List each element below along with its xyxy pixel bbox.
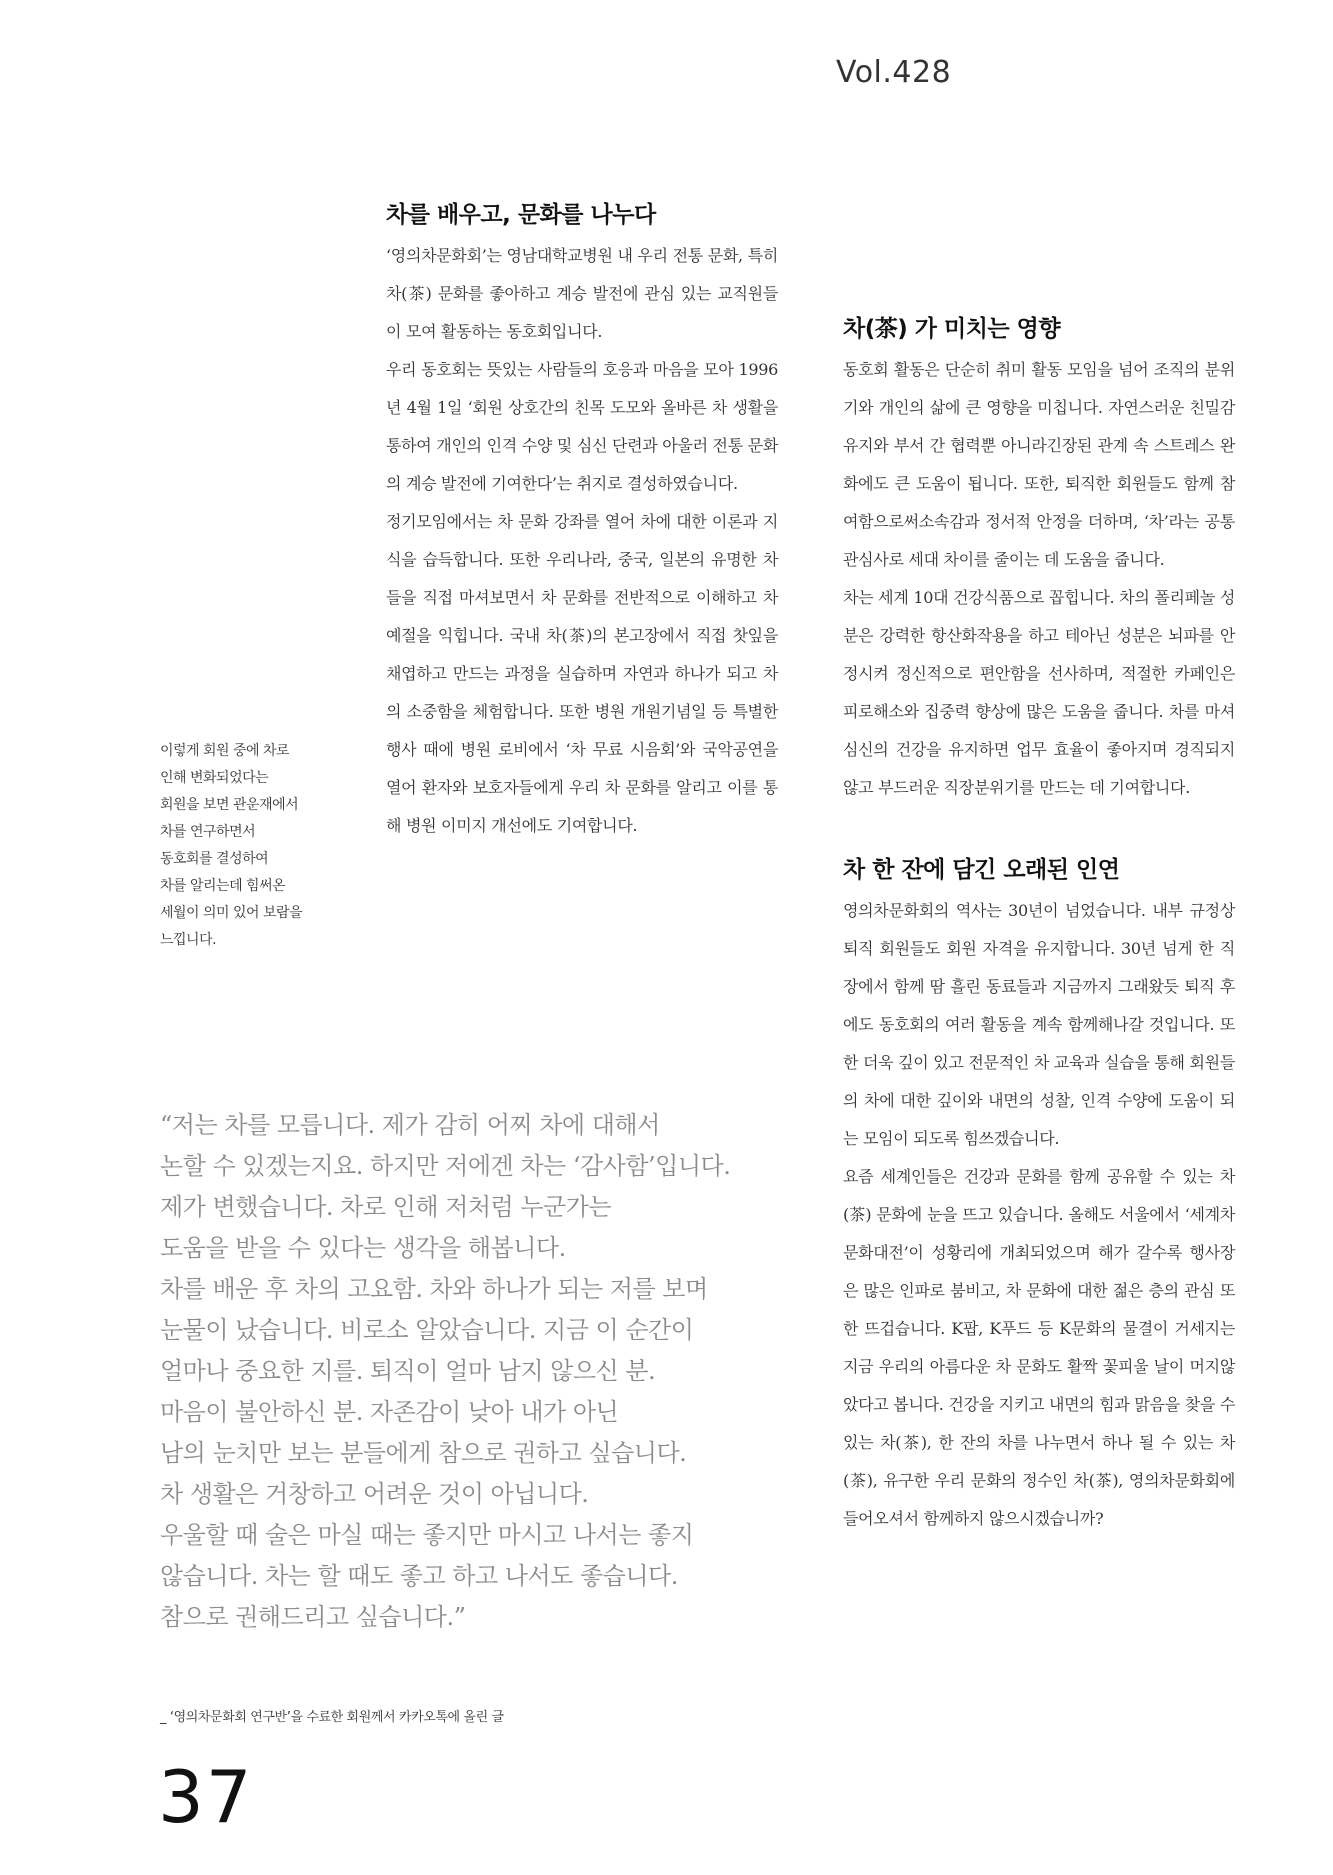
- section-learning-tea: [386, 196, 778, 845]
- paragraph: 우리 동호회는 뜻있는 사람들의 호응과 마음을 모아 1996년 4월 1일 ‘회원 상호간의 친목 도모와 올바른 차 생활을 통하여 개인의 인격 수양 및 심신 단련과 아울러 전통 문화의 계승 발전에 기여한다’는 취지로 결성하였습니다.: [386, 360, 778, 493]
- page-number: 37: [158, 1755, 254, 1839]
- volume-label: Vol.428: [836, 55, 952, 90]
- pull-quote: “저는 차를 모릅니다. 제가 감히 어찌 차에 대해서 논할 수 있겠는지요. 하지만 저에겐 차는 ‘감사함’입니다. 제가 변했습니다. 차로 인해 저처럼 누군가는 도움을 받을 수 있다는 생각을 해봅니다. 차를 배운 후 차의 고요함. 차와 하나가 되는 저를 보며 눈물이 났습니다. 비로소 알았습니다. 지금 이 순간이 얼마나 중요한 지를. 퇴직이 얼마 남지 않으신 분. 마음이 불안하신 분. 자존감이 낮아 내가 아닌 남의 눈치만 보는 분들에게 참으로 권하고 싶습니다. 차 생활은 거창하고 어려운 것이 아닙니다. 우울할 때 술은 마실 때는 좋지만 마시고 나서는 좋지 않습니다. 차는 할 때도 좋고 하고 나서도 좋습니다. 참으로 권해드리고 싶습니다.”: [160, 1111, 731, 1631]
- section-title: 차를 배우고, 문화를 나누다: [386, 202, 656, 228]
- section-title: 차(茶) 가 미치는 영향: [843, 316, 1061, 342]
- paragraph: ‘영의차문화회’는 영남대학교병원 내 우리 전통 문화, 특히 차(茶) 문화를 좋아하고 계승 발전에 관심 있는 교직원들이 모여 활동하는 동호회입니다.: [386, 246, 778, 341]
- paragraph: 동호회 활동은 단순히 취미 활동 모임을 넘어 조직의 분위기와 개인의 삶에 큰 영향을 미칩니다. 자연스러운 친밀감 유지와 부서 간 협력뿐 아니라긴장된 관계 속 스트레스 완화에도 큰 도움이 됩니다. 또한, 퇴직한 회원들도 함께 참여함으로써소속감과 정서적 안정을 더하며, ‘차’라는 공통 관심사로 세대 차이를 줄이는 데 도움을 줍니다.: [843, 360, 1235, 569]
- paragraph: 차는 세계 10대 건강식품으로 꼽힙니다. 차의 폴리페놀 성분은 강력한 항산화작용을 하고 테아닌 성분은 뇌파를 안정시켜 정신적으로 편안함을 선사하며, 적절한 카페인은 피로해소와 집중력 향상에 많은 도움을 줍니다. 차를 마셔 심신의 건강을 유지하면 업무 효율이 좋아지며 경직되지 않고 부드러운 직장분위기를 만드는 데 기여합니다.: [843, 588, 1235, 797]
- paragraph: 정기모임에서는 차 문화 강좌를 열어 차에 대한 이론과 지식을 습득합니다. 또한 우리나라, 중국, 일본의 유명한 차들을 직접 마셔보면서 차 문화를 전반적으로 이해하고 차 예절을 익힙니다. 국내 차(茶)의 본고장에서 직접 찻잎을 채엽하고 만드는 과정을 실습하며 자연과 하나가 되고 차의 소중함을 체험합니다. 또한 병원 개원기념일 등 특별한 행사 때에 병원 로비에서 ‘차 무료 시음회’와 국악공연을 열어 환자와 보호자들에게 우리 차 문화를 알리고 이를 통해 병원 이미지 개선에도 기여합니다.: [386, 512, 778, 835]
- paragraph: 영의차문화회의 역사는 30년이 넘었습니다. 내부 규정상 퇴직 회원들도 회원 자격을 유지합니다. 30년 넘게 한 직장에서 함께 땀 흘린 동료들과 지금까지 그래왔듯 퇴직 후에도 동호회의 여러 활동을 계속 함께해나갈 것입니다. 또한 더욱 깊이 있고 전문적인 차 교육과 실습을 통해 회원들의 차에 대한 깊이와 내면의 성찰, 인격 수양에 도움이 되는 모임이 되도록 힘쓰겠습니다.: [843, 901, 1235, 1148]
- paragraph: 요즘 세계인들은 건강과 문화를 함께 공유할 수 있는 차(茶) 문화에 눈을 뜨고 있습니다. 올해도 서울에서 ‘세계차문화대전’이 성황리에 개최되었으며 해가 갈수록 행사장은 많은 인파로 붐비고, 차 문화에 대한 젊은 층의 관심 또한 뜨겁습니다. K팝, K푸드 등 K문화의 물결이 거세지는 지금 우리의 아름다운 차 문화도 활짝 꽃피울 날이 머지않았다고 봅니다. 건강을 지키고 내면의 힘과 맑음을 찾을 수 있는 차(茶), 한 잔의 차를 나누면서 하나 될 수 있는 차(茶), 유구한 우리 문화의 정수인 차(茶), 영의차문화회에 들어오셔서 함께하지 않으시겠습니까?: [843, 1167, 1235, 1528]
- section-tea-influence: [843, 310, 1235, 807]
- quote-source: _ ‘영의차문화회 연구반’을 수료한 회원께서 카카오톡에 올린 글: [160, 1710, 504, 1725]
- right-column: [843, 310, 1235, 1538]
- section-title: 차 한 잔에 담긴 오래된 인연: [843, 857, 1120, 883]
- section-old-bond: [843, 851, 1235, 1538]
- side-note: 이렇게 회원 중에 차로 인해 변화되었다는 회원을 보면 관운재에서 차를 연구하면서 동호회를 결성하여 차를 알리는데 힘써온 세월이 의미 있어 보람을 느낍니다.: [160, 743, 303, 948]
